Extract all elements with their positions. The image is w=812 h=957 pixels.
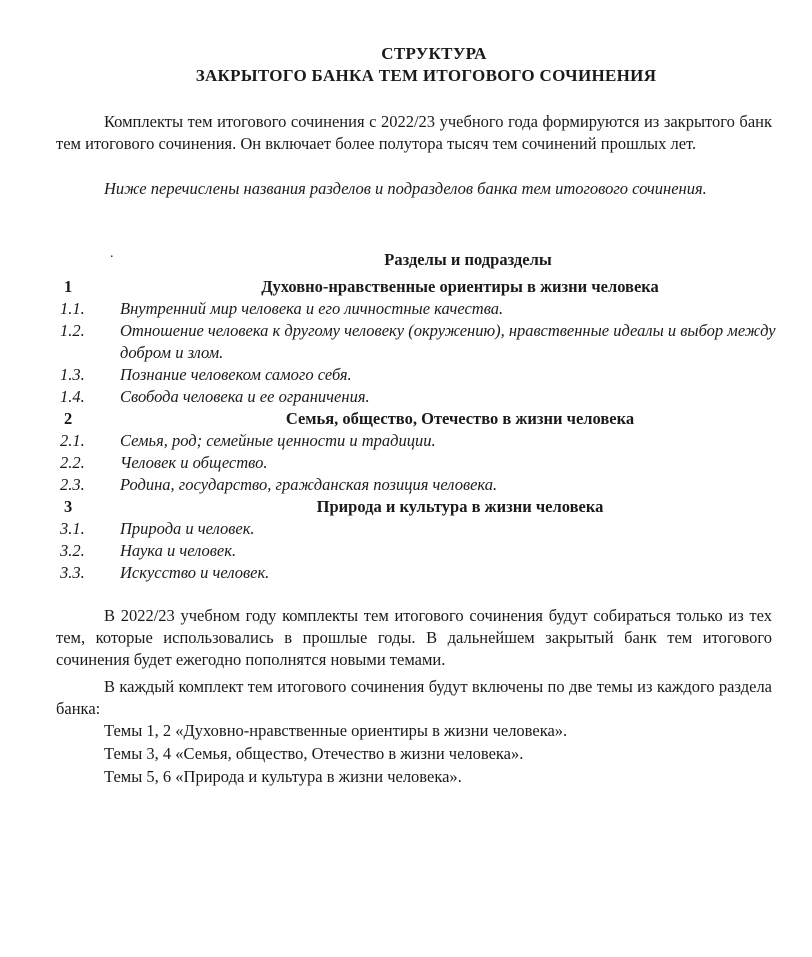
section-list: [60, 276, 780, 584]
subsection-title: Свобода человека и ее ограничения.: [120, 387, 370, 406]
theme-line: Темы 1, 2 «Духовно-нравственные ориентиры в жизни человека».: [104, 721, 568, 740]
themes-list: [104, 719, 784, 788]
subsection-number: 3.2.: [60, 541, 85, 560]
document-title: СТРУКТУРА: [381, 44, 487, 63]
subsection-number: 1.4.: [60, 387, 85, 406]
section-title: Семья, общество, Отечество в жизни человека: [285, 409, 635, 428]
subsection-title: Семья, род; семейные ценности и традиции.: [120, 431, 436, 450]
subsection-number: 2.2.: [60, 453, 85, 472]
subsection-title: Природа и человек.: [120, 519, 255, 538]
theme-line: Темы 5, 6 «Природа и культура в жизни человека».: [104, 767, 462, 786]
subsection-number: 1.2.: [60, 321, 85, 340]
subsection-row: [60, 364, 780, 386]
subsection-number: 3.1.: [60, 519, 85, 538]
subsection-row: [60, 452, 780, 474]
subsection-row: [60, 474, 780, 496]
intro-paragraph: Комплекты тем итогового сочинения с 2022/23 учебного года формируются из закрытого банк тем итогового сочинения. Он включает более полутора тысяч тем сочинений прошлых лет.: [56, 112, 772, 153]
section-title: Природа и культура в жизни человека: [316, 497, 604, 516]
subsection-title: Искусство и человек.: [120, 563, 270, 582]
subsection-title: Наука и человек.: [120, 541, 237, 560]
theme-line: Темы 3, 4 «Семья, общество, Отечество в жизни человека».: [104, 744, 524, 763]
subsection-row: [60, 562, 780, 584]
stray-mark: .: [110, 246, 114, 261]
subsection-title: Человек и общество.: [120, 453, 268, 472]
outro-paragraph: В 2022/23 учебном году комплекты тем итогового сочинения будут собираться только из тех тем, которые использовались в прошлые годы. В дальнейшем закрытый банк тем итогового сочинения будет ежегодно пополнятся новыми темами.: [56, 606, 772, 669]
subsection-title: Отношение человека к другому человеку (окружению), нравственные идеалы и выбор между добром и злом.: [120, 321, 776, 362]
subsection-row: [60, 518, 780, 540]
sections-heading: Разделы и подразделы: [384, 250, 552, 269]
section-row: [60, 408, 780, 430]
subsection-number: 3.3.: [60, 563, 85, 582]
section-row: [60, 276, 780, 298]
section-number: 2: [64, 409, 73, 428]
subsection-row: [60, 540, 780, 562]
section-title: Духовно-нравственные ориентиры в жизни человека: [261, 277, 659, 296]
section-number: 3: [64, 497, 73, 516]
subsection-number: 2.3.: [60, 475, 85, 494]
outro-paragraph-2: В каждый комплект тем итогового сочинения будут включены по две темы из каждого раздела банка:: [56, 677, 772, 718]
section-number: 1: [64, 277, 73, 296]
subsection-row: [60, 298, 780, 320]
subsection-row: [60, 386, 780, 408]
document-subtitle: ЗАКРЫТОГО БАНКА ТЕМ ИТОГОВОГО СОЧИНЕНИЯ: [195, 66, 657, 85]
intro-note: Ниже перечислены названия разделов и подразделов банка тем итогового сочинения.: [104, 179, 707, 198]
section-row: [60, 496, 780, 518]
subsection-number: 2.1.: [60, 431, 85, 450]
subsection-title: Познание человеком самого себя.: [120, 365, 352, 384]
subsection-row: [60, 430, 780, 452]
subsection-title: Внутренний мир человека и его личностные качества.: [120, 299, 504, 318]
subsection-title: Родина, государство, гражданская позиция человека.: [120, 475, 498, 494]
subsection-row: [60, 320, 780, 364]
subsection-number: 1.3.: [60, 365, 85, 384]
subsection-number: 1.1.: [60, 299, 85, 318]
